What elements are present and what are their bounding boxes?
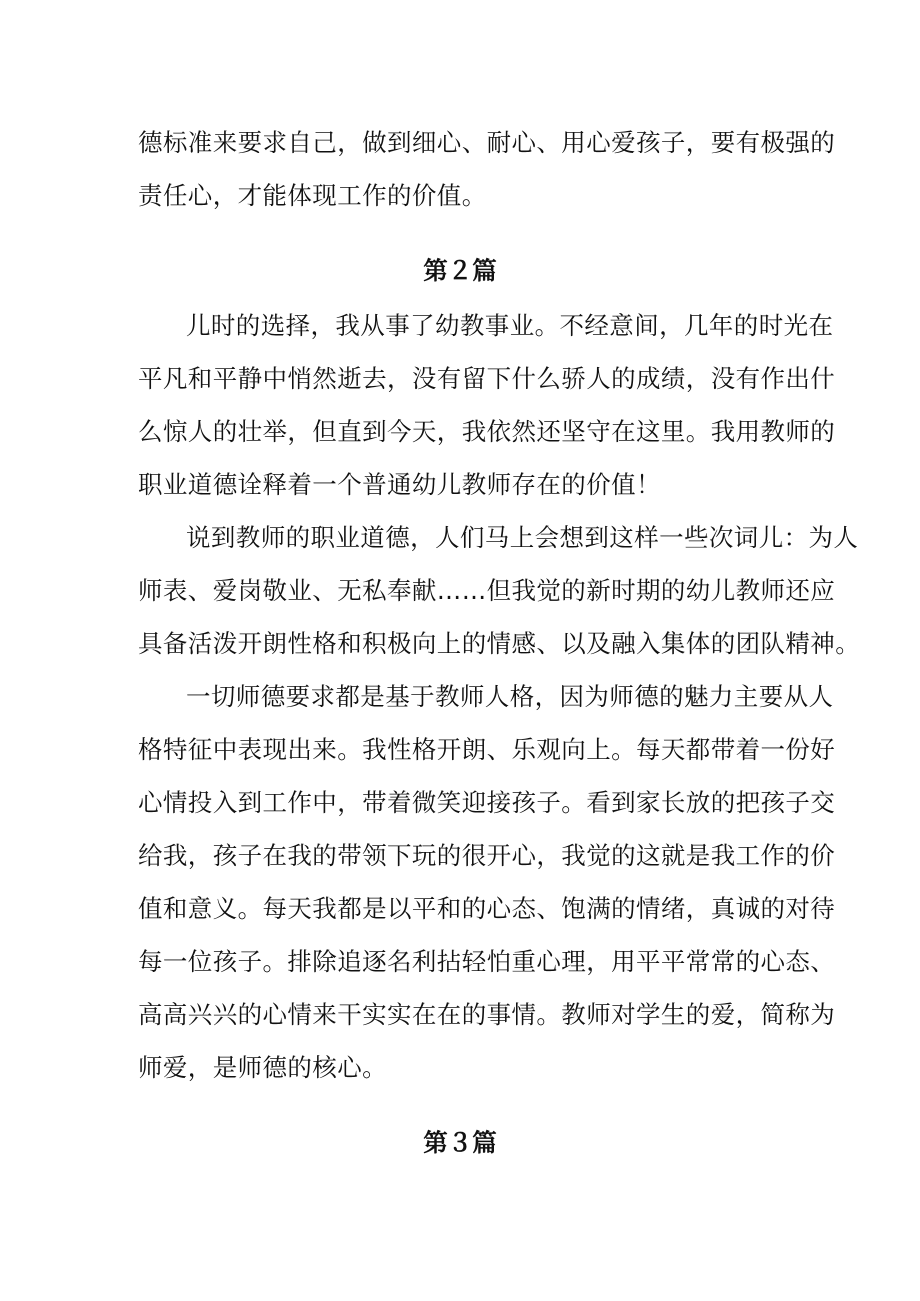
section-heading: 第２篇 [423,256,497,285]
text-line: 值和意义。每天我都是以平和的心态、饱满的情绪，真诚的对待 [138,894,836,923]
text-line: 一切师德要求都是基于教师人格，因为师德的魅力主要从人 [186,682,834,711]
text-line: 师表、爱岗敬业、无私奉献……但我觉的新时期的幼儿教师还应 [138,576,836,605]
text-line: 责任心，才能体现工作的价值。 [138,181,487,210]
text-line: 职业道德诠释着一个普通幼儿教师存在的价值！ [138,470,661,499]
text-line: 平凡和平静中悄然逝去，没有留下什么骄人的成绩，没有作出什 [138,364,836,393]
text-line: 高高兴兴的心情来干实实在在的事情。教师对学生的爱，简称为 [138,1000,836,1029]
text-line: 么惊人的壮举，但直到今天，我依然还坚守在这里。我用教师的 [138,417,836,446]
text-line: 具备活泼开朗性格和积极向上的情感、以及融入集体的团队精神。 [138,629,861,658]
text-line: 儿时的选择，我从事了幼教事业。不经意间，几年的时光在 [186,311,834,340]
text-line: 格特征中表现出来。我性格开朗、乐观向上。每天都带着一份好 [138,735,836,764]
section-heading: 第３篇 [423,1128,497,1157]
text-line: 德标准来要求自己，做到细心、耐心、用心爱孩子，要有极强的 [138,128,836,157]
text-line: 心情投入到工作中，带着微笑迎接孩子。看到家长放的把孩子交 [138,788,836,817]
text-line: 说到教师的职业道德，人们马上会想到这样一些次词儿：为人 [186,523,859,552]
text-line: 师爱，是师德的核心。 [138,1053,387,1082]
text-line: 给我，孩子在我的带领下玩的很开心，我觉的这就是我工作的价 [138,841,836,870]
text-line: 每一位孩子。排除追逐名利拈轻怕重心理，用平平常常的心态、 [138,947,836,976]
